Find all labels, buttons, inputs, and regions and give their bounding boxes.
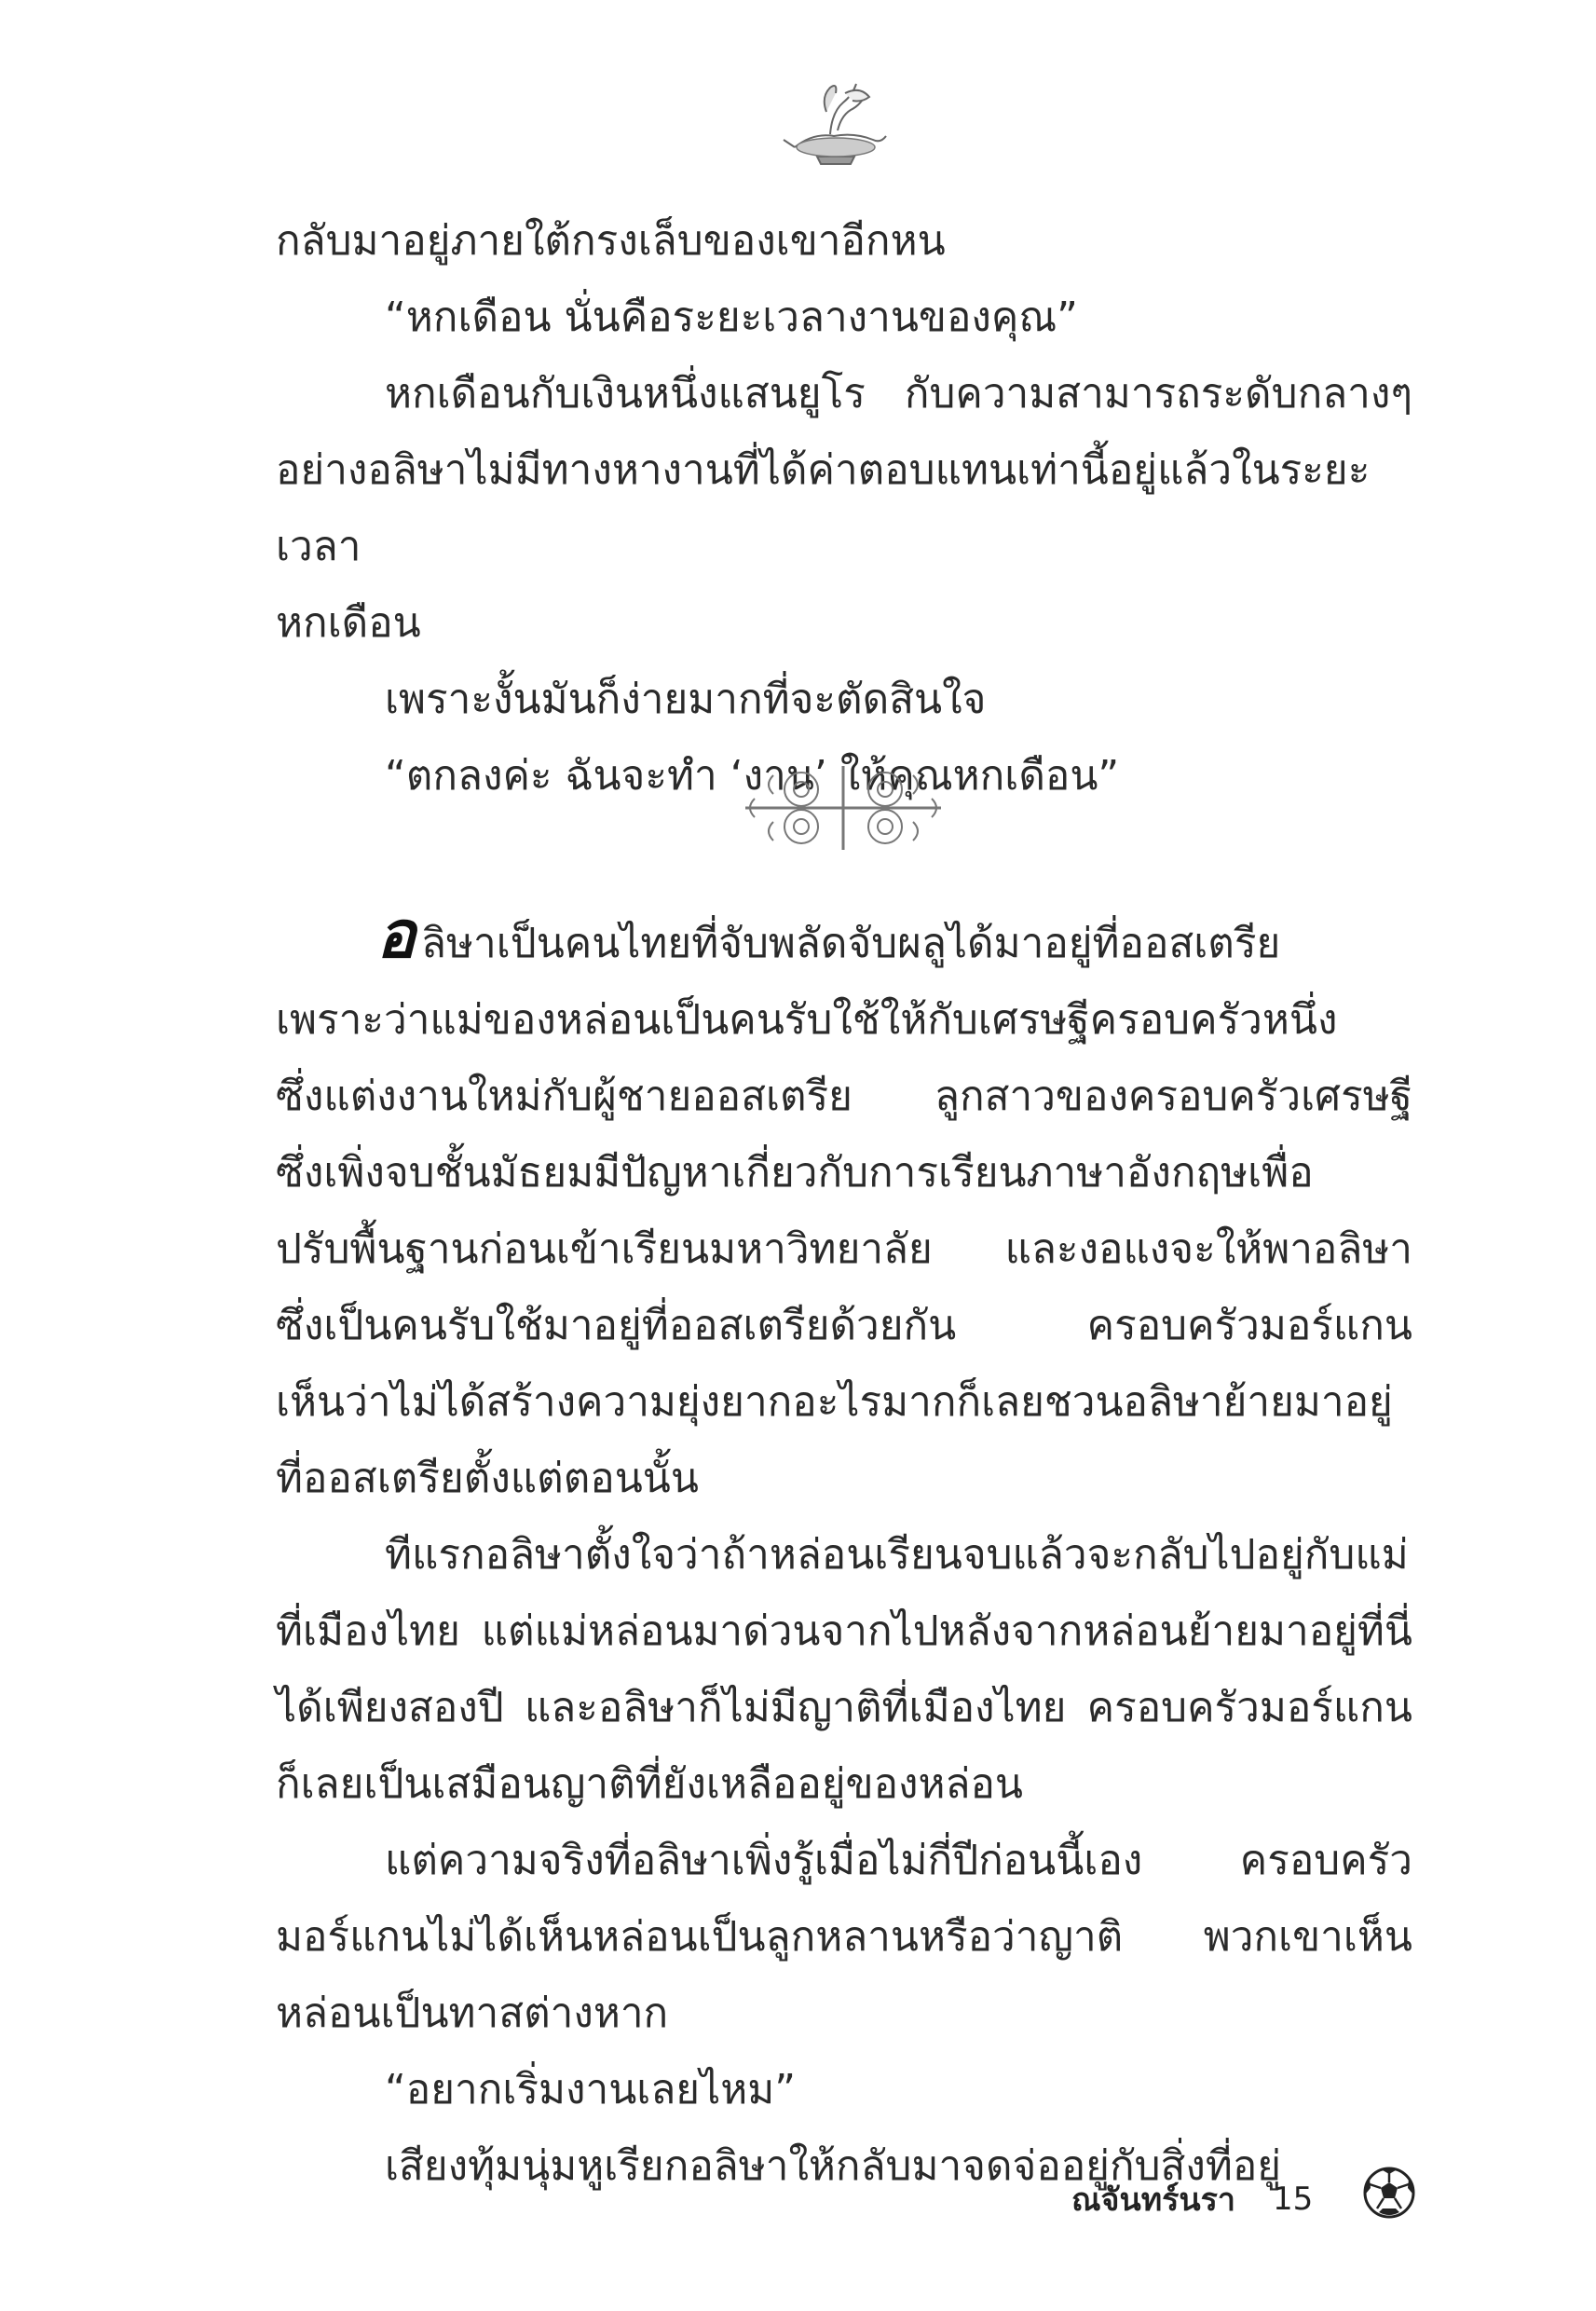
paragraph-line: “ตกลงค่ะ ฉันจะทำ ‘งาน’ ให้คุณหกเดือน” (385, 752, 1120, 800)
paragraph-line: ปรับพื้นฐานก่อนเข้าเรียนมหาวิทยาลัย และงอแงจะให้พาอลิษา (276, 1225, 1412, 1273)
paragraph-line: หล่อนเป็นทาสต่างหาก (276, 1990, 669, 2037)
paragraph-line: แต่ความจริงที่อลิษาเพิ่งรู้เมื่อไม่กี่ปีก่อนนี้เอง ครอบครัว (385, 1837, 1412, 1884)
magic-lamp-icon (776, 75, 897, 168)
soccer-ball-icon (1362, 2166, 1416, 2220)
floral-divider-icon (736, 757, 950, 859)
paragraph-line: ก็เลยเป็นเสมือนญาติที่ยังเหลืออยู่ของหล่อน (276, 1760, 1024, 1808)
paragraph-line: เห็นว่าไม่ได้สร้างความยุ่งยากอะไรมากก็เลยชวนอลิษาย้ายมาอยู่ (276, 1378, 1393, 1426)
paragraph-line (276, 896, 1412, 982)
first-line-text: ลิษาเป็นคนไทยที่จับพลัดจับผลูได้มาอยู่ที่ออสเตรีย (421, 920, 1281, 967)
paragraph-line: มอร์แกนไม่ได้เห็นหล่อนเป็นลูกหลานหรือว่าญาติ พวกเขาเห็น (276, 1913, 1412, 1961)
paragraph-line: เพราะว่าแม่ของหล่อนเป็นคนรับใช้ให้กับเศรษฐีครอบครัวหนึ่ง (276, 996, 1338, 1044)
paragraph-line: ที่ออสเตรียตั้งแต่ตอนนั้น (276, 1455, 699, 1502)
text-block-2 (276, 896, 1412, 2205)
paragraph-line: ได้เพียงสองปี และอลิษาก็ไม่มีญาติที่เมืองไทย ครอบครัวมอร์แกน (276, 1684, 1412, 1731)
paragraph-line: ซึ่งแต่งงานใหม่กับผู้ชายออสเตรีย ลูกสาวของครอบครัวเศรษฐี (276, 1073, 1412, 1120)
text-block-1 (276, 203, 1412, 814)
paragraph-line: ซึ่งเป็นคนรับใช้มาอยู่ที่ออสเตรียด้วยกัน ครอบครัวมอร์แกน (276, 1302, 1412, 1349)
paragraph-line: หกเดือน (276, 599, 421, 647)
footer-author: ณจันทร์นรา (1071, 2181, 1235, 2219)
paragraph-line: ซึ่งเพิ่งจบชั้นมัธยมมีปัญหาเกี่ยวกับการเรียนภาษาอังกฤษเพื่อ (276, 1149, 1314, 1197)
paragraph-line: อย่างอลิษาไม่มีทางหางานที่ได้ค่าตอบแทนเท่านี้อยู่แล้วในระยะเวลา (276, 446, 1371, 570)
drop-cap: อ (376, 896, 416, 973)
paragraph-line: ที่เมืองไทย แต่แม่หล่อนมาด่วนจากไปหลังจากหล่อนย้ายมาอยู่ที่นี่ (276, 1607, 1412, 1655)
paragraph-line: กลับมาอยู่ภายใต้กรงเล็บของเขาอีกหน (276, 217, 946, 265)
paragraph-line: หกเดือนกับเงินหนึ่งแสนยูโร กับความสามารถระดับกลางๆ (385, 370, 1412, 417)
paragraph-line: เสียงทุ้มนุ่มหูเรียกอลิษาให้กลับมาจดจ่ออยู่กับสิ่งที่อยู่ (385, 2142, 1282, 2190)
paragraph-line: “หกเดือน นั่นคือระยะเวลางานของคุณ” (385, 294, 1078, 341)
paragraph-line: “อยากเริ่มงานเลยไหม” (385, 2066, 797, 2113)
page-number: 15 (1272, 2181, 1314, 2218)
paragraph-line: ทีแรกอลิษาตั้งใจว่าถ้าหล่อนเรียนจบแล้วจะกลับไปอยู่กับแม่ (385, 1531, 1409, 1579)
paragraph-line: เพราะงั้นมันก็ง่ายมากที่จะตัดสินใจ (385, 676, 987, 723)
